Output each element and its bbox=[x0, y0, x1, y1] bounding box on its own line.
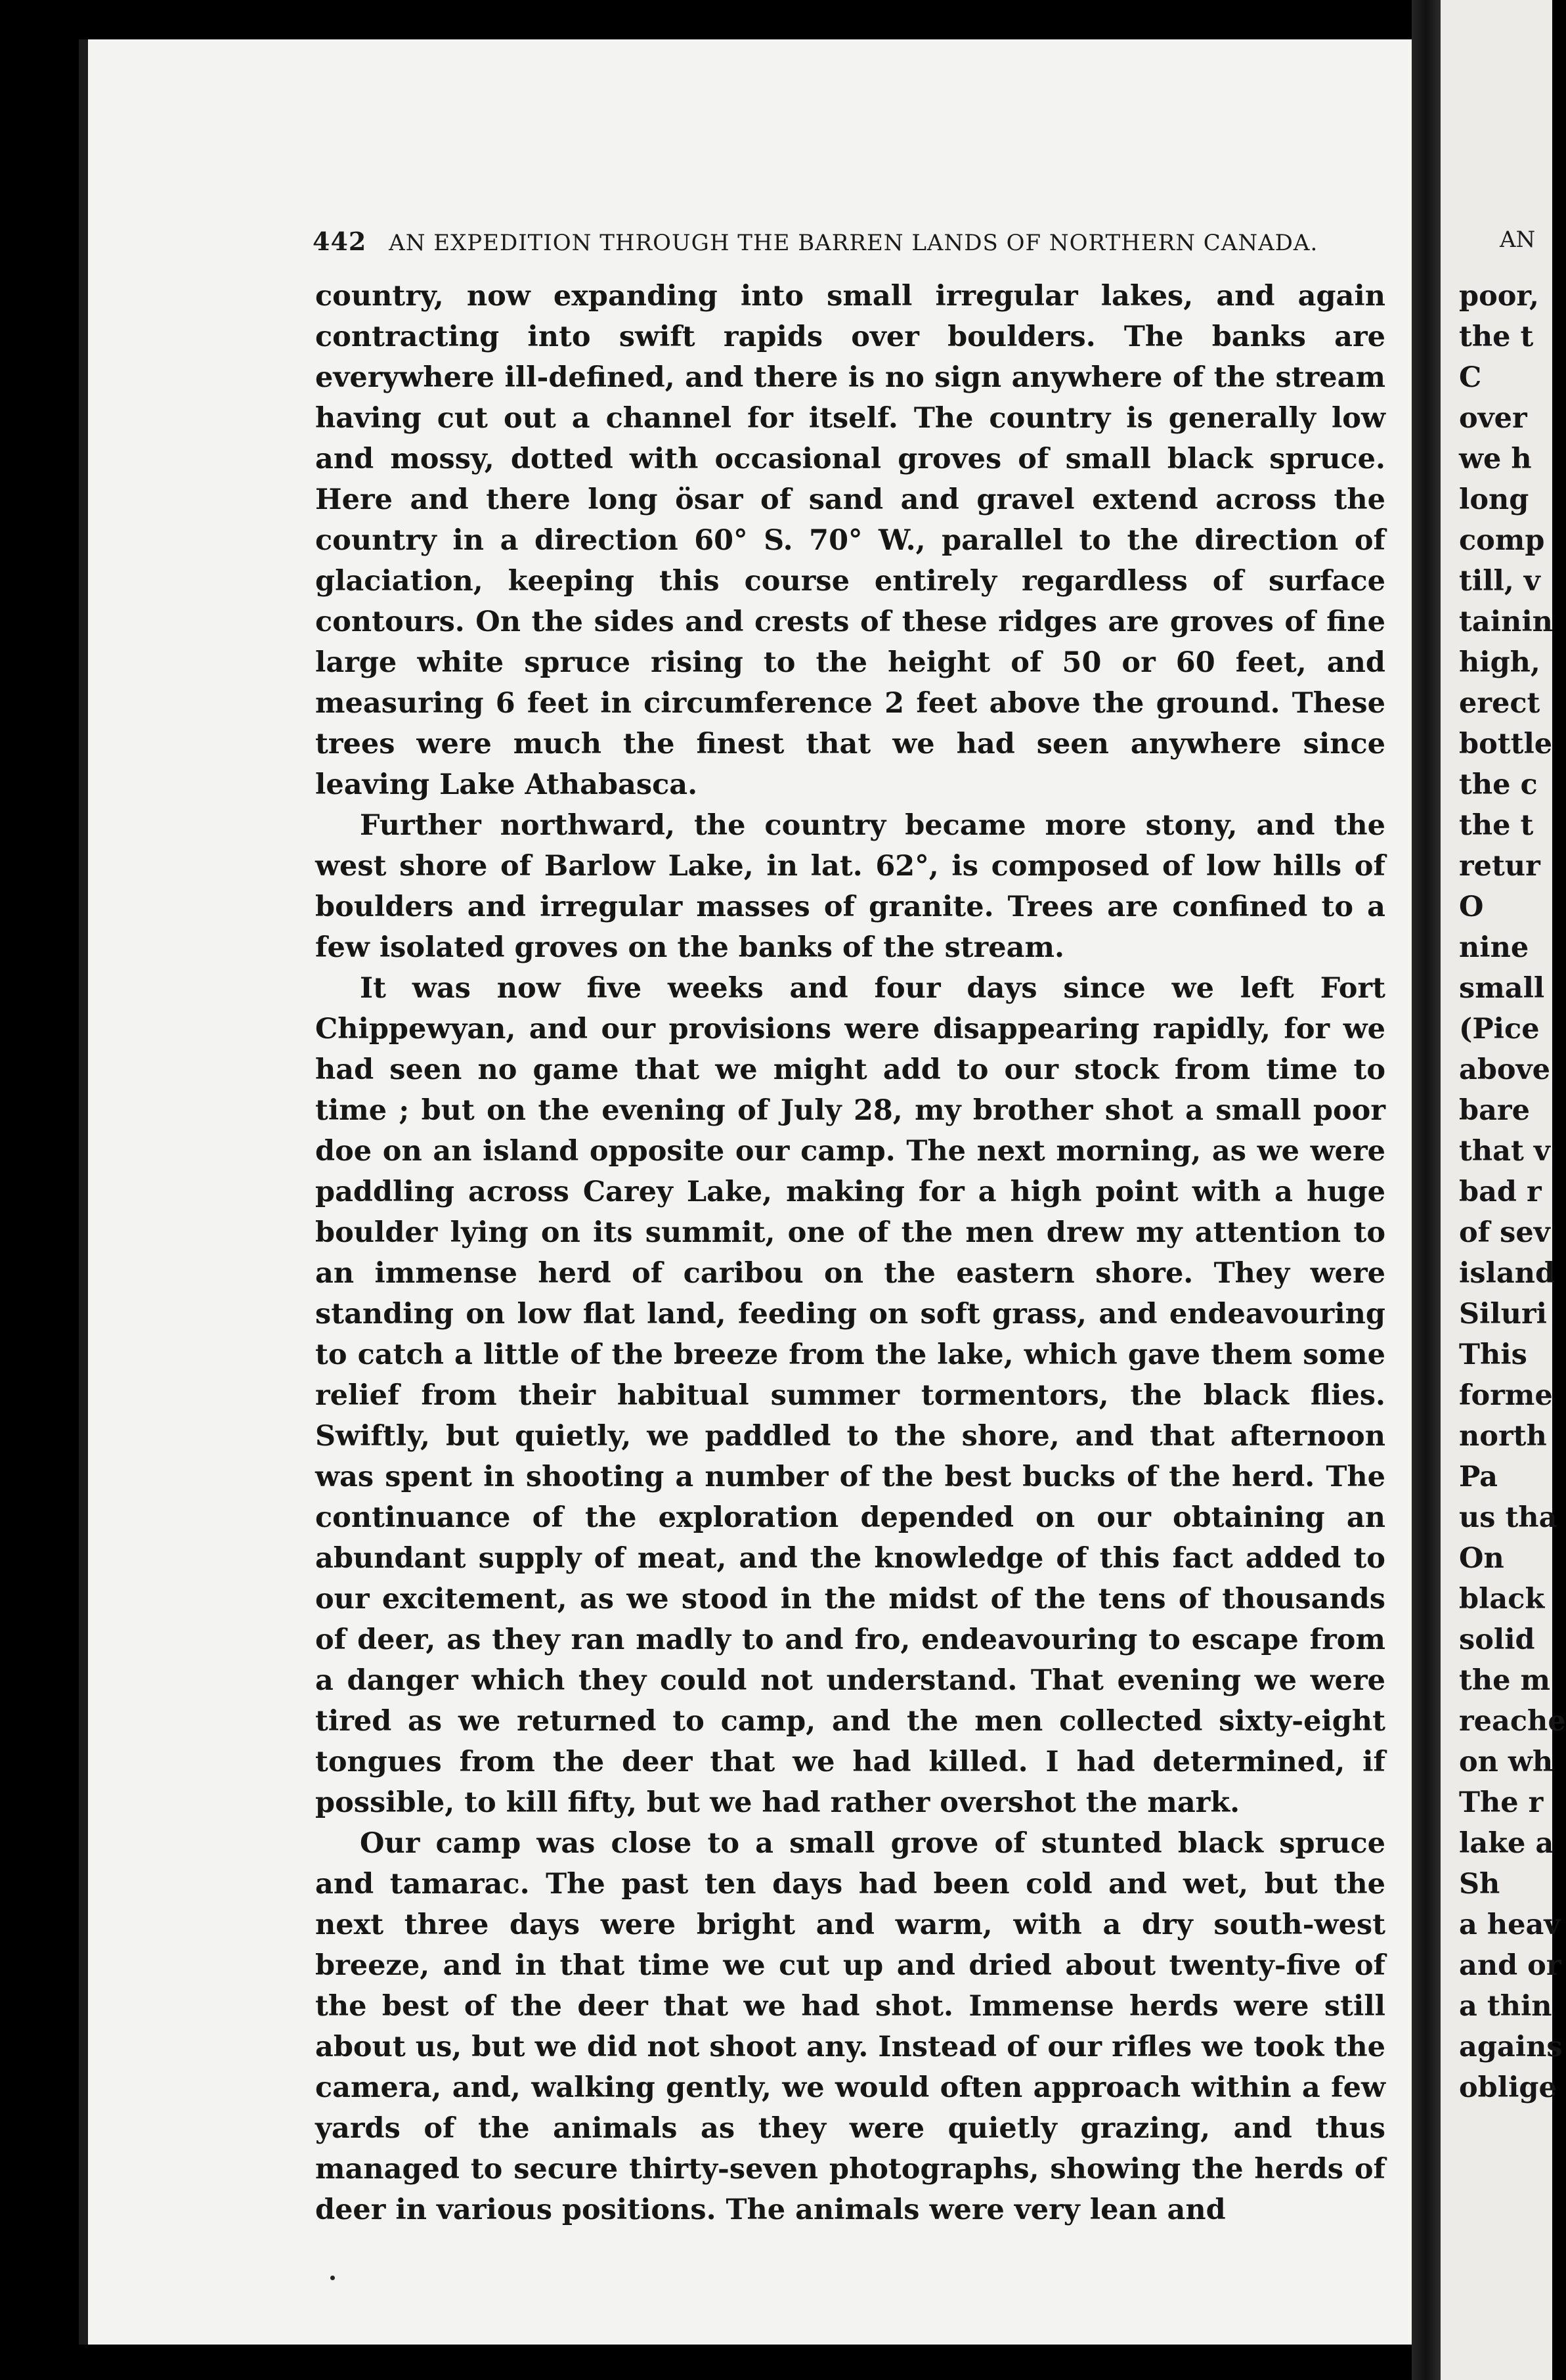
right-line-fragment: oblige bbox=[1459, 2071, 1557, 2104]
right-line-fragment: long bbox=[1459, 483, 1529, 516]
right-line-fragment: till, v bbox=[1459, 565, 1540, 598]
right-line-fragment: black bbox=[1459, 1583, 1545, 1616]
right-line-fragment: small bbox=[1459, 972, 1545, 1005]
right-line-fragment: The r bbox=[1459, 1786, 1544, 1819]
right-line-fragment: a heav bbox=[1459, 1908, 1561, 1941]
right-line-fragment: over bbox=[1459, 402, 1527, 435]
right-line-fragment: a thin bbox=[1459, 1990, 1552, 2023]
right-line-fragment: of sev bbox=[1459, 1216, 1550, 1249]
page-number: 442 bbox=[313, 227, 367, 256]
right-line-fragment: on wh bbox=[1459, 1746, 1554, 1778]
right-line-fragment: north bbox=[1459, 1420, 1547, 1453]
right-line-fragment: island bbox=[1459, 1257, 1555, 1290]
paragraph: It was now five weeks and four days since we left Fort Chippewyan, and our provisions were disappearing rapidly, for we had seen no game that we might add to our stock from time to time ; but on the evening of July 28, my brother shot a small poor doe on an island opposite our camp. The next morning, as we were paddling across Carey Lake, making for a high point with a huge boulder lying on its summit, one of the men drew my attention to an immense herd of caribou on the eastern shore. They were standing on low flat land, feeding on soft grass, and endeavouring to catch a little of the breeze from the lake, which gave them some relief from their habitual summer tormentors, the black flies. Swiftly, but quietly, we paddled to the shore, and that afternoon was spent in shooting a number of the best bucks of the herd. The continuance of the exploration depended on our obtaining an abundant supply of meat, and the knowledge of this fact added to our excitement, as we stood in the midst of the tens of thousands of deer, as they ran madly to and fro, endeavouring to escape from a danger which they could not understand. That evening we were tired as we returned to camp, and the men collected sixty-eight tongues from the deer that we had killed. I had determined, if possible, to kill fifty, but we had rather overshot the mark. bbox=[315, 972, 1385, 1819]
right-line-fragment: the t bbox=[1459, 320, 1534, 353]
right-line-fragment: the m bbox=[1459, 1664, 1550, 1697]
right-line-fragment: Siluri bbox=[1459, 1298, 1547, 1331]
right-page bbox=[1441, 0, 1566, 2380]
right-line-fragment: Pa bbox=[1459, 1461, 1498, 1493]
right-line-fragment: This bbox=[1459, 1338, 1527, 1371]
right-line-fragment: (Pice bbox=[1459, 1013, 1540, 1046]
right-line-fragment: the t bbox=[1459, 809, 1534, 842]
right-line-fragment: nine bbox=[1459, 931, 1529, 964]
right-line-fragment: forme bbox=[1459, 1379, 1553, 1412]
right-page-text bbox=[1459, 276, 1566, 2108]
right-line-fragment: erect bbox=[1459, 687, 1540, 720]
right-line-fragment: above bbox=[1459, 1053, 1550, 1086]
paragraph: Our camp was close to a small grove of stunted black spruce and tamarac. The past ten days had been cold and wet, but the next three days were bright and warm, with a dry south-west breeze, and in that time we cut up and dried about twenty-five of the best of the deer that we had shot. Immense herds were still about us, but we did not shoot any. Instead of our rifles we took the camera, and, walking gently, we would often approach within a few yards of the animals as they were quietly grazing, and thus managed to secure thirty-seven photographs, showing the herds of deer in various positions. The animals were very lean and bbox=[315, 1827, 1385, 2226]
right-line-fragment: retur bbox=[1459, 850, 1540, 883]
right-line-fragment: we h bbox=[1459, 443, 1532, 475]
right-line-fragment: and or bbox=[1459, 1949, 1561, 1982]
right-line-fragment: comp bbox=[1459, 524, 1545, 557]
page-gutter bbox=[1412, 0, 1441, 2380]
paragraph: Further northward, the country became more stony, and the west shore of Barlow Lake, in lat. 62°, is composed of low hills of boulders and irregular masses of granite. Trees are confined to a few isolated groves on the banks of the stream. bbox=[315, 809, 1385, 964]
paragraph: country, now expanding into small irregular lakes, and again contracting into swift rapids over boulders. The banks are everywhere ill-defined, and there is no sign anywhere of the stream having cut out a channel for itself. The country is generally low and mossy, dotted with occasional groves of small black spruce. Here and there long ösar of sand and gravel extend across the country in a direction 60° S. 70° W., parallel to the direction of glaciation, keeping this course entirely regardless of surface contours. On the sides and crests of these ridges are groves of fine large white spruce rising to the height of 50 or 60 feet, and measuring 6 feet in circumference 2 feet above the ground. These trees were much the finest that we had seen anywhere since leaving Lake Athabasca. bbox=[315, 280, 1385, 801]
right-line-fragment: lake a bbox=[1459, 1827, 1554, 1860]
right-line-fragment: high, bbox=[1459, 646, 1540, 679]
right-line-fragment: Sh bbox=[1459, 1868, 1500, 1901]
right-line-fragment: reache bbox=[1459, 1705, 1566, 1738]
body-text bbox=[315, 276, 1385, 2230]
right-line-fragment: the c bbox=[1459, 768, 1538, 801]
right-line-fragment: agains bbox=[1459, 2031, 1563, 2063]
right-line-fragment: poor, bbox=[1459, 280, 1539, 313]
right-line-fragment: solid bbox=[1459, 1623, 1535, 1656]
right-line-fragment: bottle bbox=[1459, 728, 1553, 760]
right-running-head: AN bbox=[1500, 227, 1536, 253]
running-head-title: AN EXPEDITION THROUGH THE BARREN LANDS OF NORTHERN CANADA. bbox=[389, 230, 1318, 256]
right-line-fragment: On bbox=[1459, 1542, 1504, 1575]
right-line-fragment: O bbox=[1459, 891, 1484, 923]
right-line-fragment: bad r bbox=[1459, 1176, 1542, 1208]
right-line-fragment: us tha bbox=[1459, 1501, 1557, 1534]
right-line-fragment: C bbox=[1459, 361, 1482, 394]
right-line-fragment: bare bbox=[1459, 1094, 1530, 1127]
right-line-fragment: that v bbox=[1459, 1135, 1550, 1168]
page-speck bbox=[330, 2276, 335, 2280]
right-line-fragment: tainin bbox=[1459, 606, 1553, 638]
running-head bbox=[313, 227, 1376, 256]
